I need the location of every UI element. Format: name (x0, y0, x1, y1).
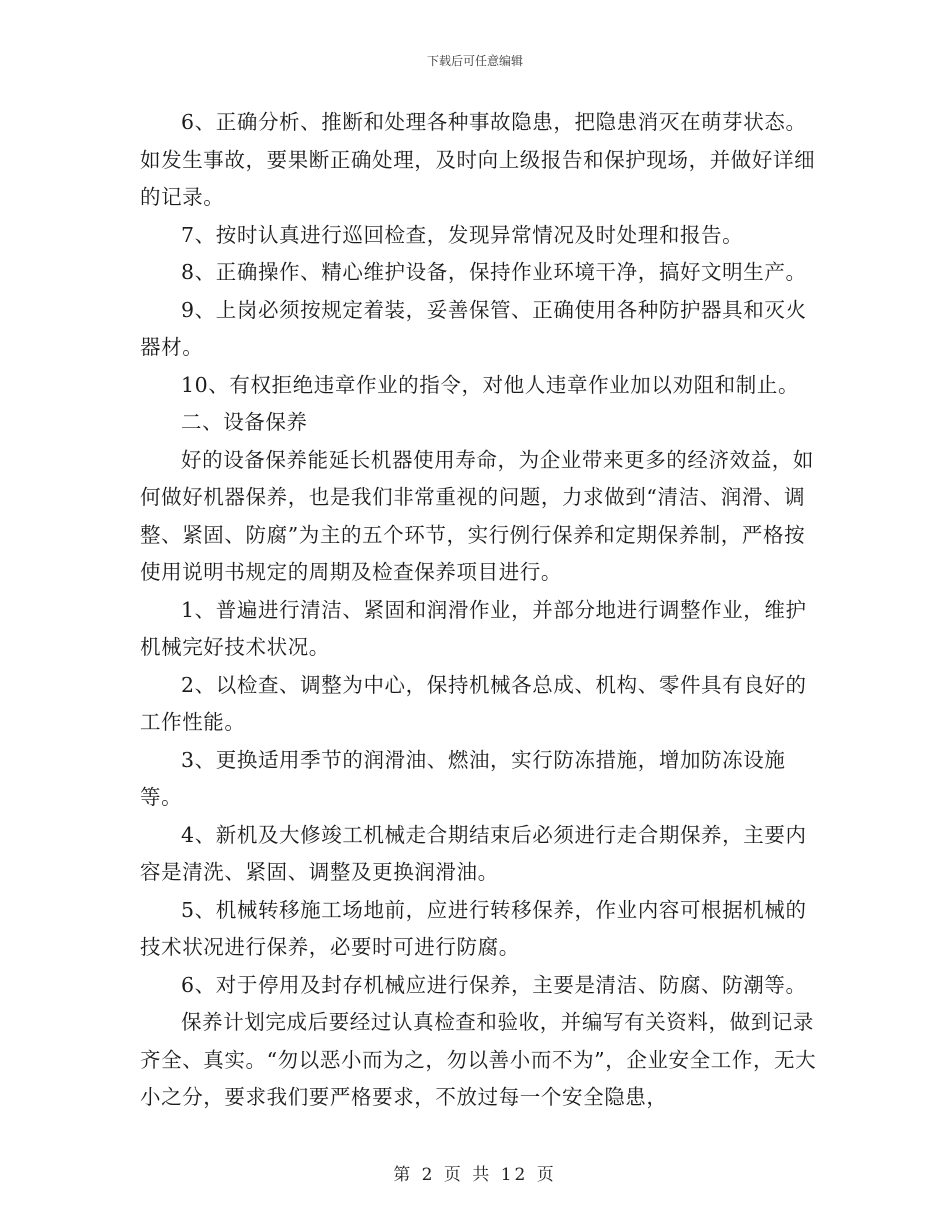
paragraph-maint-4: 4、新机及大修竣工机械走合期结束后必须进行走合期保养，主要内容是清洗、紧固、调整及更换润滑油。 (140, 822, 807, 884)
paragraph-item-8-operation: 8、正确操作、精心维护设备，保持作业环境干净，搞好文明生产。 (181, 260, 807, 284)
paragraph-conclusion: 保养计划完成后要经过认真检查和验收，并编写有关资料，做到记录齐全、真实。“勿以恶小而为之，勿以善小而不为”，企业安全工作，无大小之分，要求我们要严格要求，不放过每一个安全隐患， (140, 1010, 817, 1109)
paragraph-maint-6: 6、对于停用及封存机械应进行保养，主要是清洁、防腐、防潮等。 (181, 972, 807, 997)
paragraph-item-6-accident: 6、正确分析、推断和处理各种事故隐患，把隐患消灭在萌芽状态。如发生事故，要果断正确处理，及时向上级报告和保护现场，并做好详细的记录。 (140, 110, 816, 209)
paragraph-maintenance-intro: 好的设备保养能延长机器使用寿命，为企业带来更多的经济效益，如何做好机器保养，也是我们非常重视的问题，力求做到“清洁、润滑、调整、紧固、防腐”为主的五个环节，实行例行保养和定期保养制，严格按使用说明书规定的周期及检查保养项目进行。 (140, 447, 814, 584)
paragraph-maint-2: 2、以检查、调整为中心，保持机械各总成、机构、零件具有良好的工作性能。 (140, 672, 807, 734)
paragraph-maint-5: 5、机械转移施工场地前，应进行转移保养，作业内容可根据机械的技术状况进行保养，必要时可进行防腐。 (140, 897, 807, 959)
paragraph-item-7-inspection: 7、按时认真进行巡回检查，发现异常情况及时处理和报告。 (181, 222, 744, 247)
paragraph-maint-1: 1、普遍进行清洁、紧固和润滑作业，并部分地进行调整作业，维护机械完好技术状况。 (140, 597, 807, 659)
paragraph-item-9-dress: 9、上岗必须按规定着装，妥善保管、正确使用各种防护器具和灭火器材。 (140, 297, 807, 359)
document-body (140, 104, 820, 1117)
paragraph-item-10-refuse: 10、有权拒绝违章作业的指令，对他人违章作业加以劝阻和制止。 (181, 372, 800, 397)
page-number: 第 2 页 共 12 页 (393, 1165, 557, 1185)
paragraph-maint-3: 3、更换适用季节的润滑油、燃油，实行防冻措施，增加防冻设施等。 (140, 747, 786, 809)
section-heading-equipment-maintenance: 二、设备保养 (181, 410, 308, 434)
page-header-note: 下载后可任意编辑 (426, 54, 523, 68)
